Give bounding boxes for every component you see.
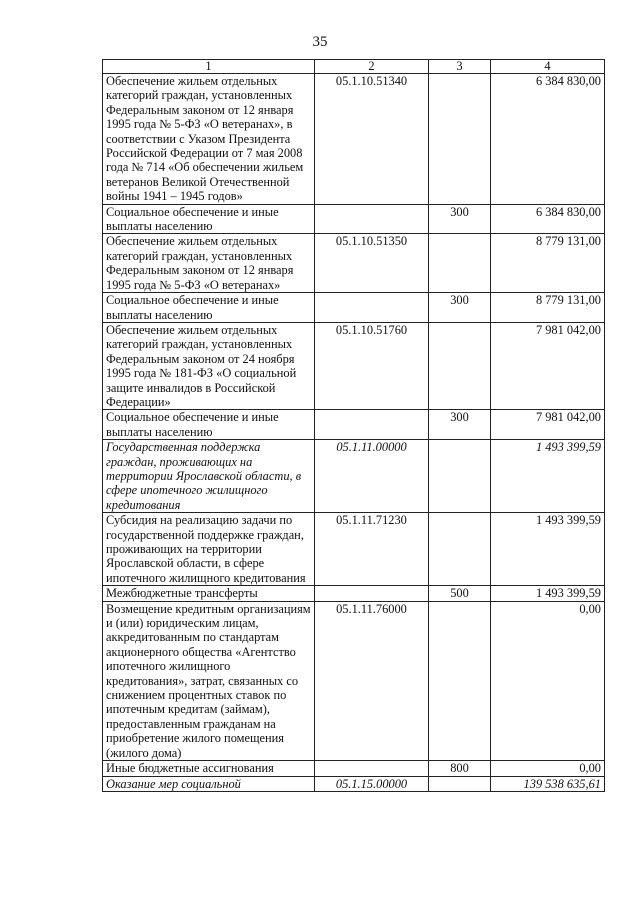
- expense-type-cell: 300: [429, 410, 491, 440]
- row-name-cell: Обеспечение жильем отдельных категорий граждан, установленных Федеральным законом от 12 января 1995 года № 5-ФЗ «О ветеранах»: [103, 234, 315, 293]
- expense-type-cell: [429, 601, 491, 760]
- column-header: 2: [315, 60, 429, 74]
- table-row: [103, 293, 605, 323]
- table-row: [103, 322, 605, 409]
- table-row: [103, 204, 605, 234]
- expense-type-cell: [429, 440, 491, 513]
- expense-type-cell: 800: [429, 761, 491, 776]
- table-row: [103, 234, 605, 293]
- target-article-code-cell: [315, 410, 429, 440]
- target-article-code-cell: [315, 204, 429, 234]
- row-name-cell: Оказание мер социальной: [103, 776, 315, 791]
- column-number-row: [103, 60, 605, 74]
- expense-type-cell: [429, 513, 491, 586]
- target-article-code-cell: [315, 293, 429, 323]
- column-header: 3: [429, 60, 491, 74]
- expense-type-cell: [429, 74, 491, 205]
- target-article-code-cell: 05.1.15.00000: [315, 776, 429, 791]
- amount-cell: 8 779 131,00: [491, 234, 605, 293]
- expense-type-cell: 500: [429, 586, 491, 601]
- row-name-cell: Иные бюджетные ассигнования: [103, 761, 315, 776]
- table-row: [103, 776, 605, 791]
- table-row: [103, 440, 605, 513]
- target-article-code-cell: 05.1.11.00000: [315, 440, 429, 513]
- target-article-code-cell: 05.1.11.71230: [315, 513, 429, 586]
- row-name-cell: Обеспечение жильем отдельных категорий граждан, установленных Федеральным законом от 24 ноября 1995 года № 181-ФЗ «О социальной защите инвалидов в Российской Федерации»: [103, 322, 315, 409]
- target-article-code-cell: [315, 586, 429, 601]
- amount-cell: 6 384 830,00: [491, 204, 605, 234]
- amount-cell: 1 493 399,59: [491, 513, 605, 586]
- column-header: 4: [491, 60, 605, 74]
- expense-type-cell: [429, 234, 491, 293]
- row-name-cell: Социальное обеспечение и иные выплаты населению: [103, 410, 315, 440]
- amount-cell: 1 493 399,59: [491, 440, 605, 513]
- row-name-cell: Возмещение кредитным организациям и (или) юридическим лицам, аккредитованным по стандартам акционерного общества «Агентство ипотечного жилищного кредитования», затрат, связанных со снижением процентных ставок по ипотечным кредитам (займам), предоставленным гражданам на приобретение жилого помещения (жилого дома): [103, 601, 315, 760]
- amount-cell: 1 493 399,59: [491, 586, 605, 601]
- amount-cell: 139 538 635,61: [491, 776, 605, 791]
- table-row: [103, 513, 605, 586]
- budget-table: [102, 59, 605, 792]
- expense-type-cell: 300: [429, 293, 491, 323]
- table-row: [103, 74, 605, 205]
- expense-type-cell: 300: [429, 204, 491, 234]
- amount-cell: 6 384 830,00: [491, 74, 605, 205]
- expense-type-cell: [429, 322, 491, 409]
- amount-cell: 0,00: [491, 761, 605, 776]
- target-article-code-cell: 05.1.10.51350: [315, 234, 429, 293]
- amount-cell: 0,00: [491, 601, 605, 760]
- row-name-cell: Межбюджетные трансферты: [103, 586, 315, 601]
- table-row: [103, 761, 605, 776]
- row-name-cell: Субсидия на реализацию задачи по государственной поддержке граждан, проживающих на территории Ярославской области, в сфере ипотечного жилищного кредитования: [103, 513, 315, 586]
- row-name-cell: Обеспечение жильем отдельных категорий граждан, установленных Федеральным законом от 12 января 1995 года № 5-ФЗ «О ветеранах», в соответствии с Указом Президента Российской Федерации от 7 мая 2008 года № 714 «Об обеспечении жильем ветеранов Великой Отечественной войны 1941 – 1945 годов»: [103, 74, 315, 205]
- amount-cell: 7 981 042,00: [491, 322, 605, 409]
- page-number: 35: [312, 34, 328, 50]
- expense-type-cell: [429, 776, 491, 791]
- amount-cell: 8 779 131,00: [491, 293, 605, 323]
- table-row: [103, 586, 605, 601]
- table-row: [103, 601, 605, 760]
- row-name-cell: Государственная поддержка граждан, проживающих на территории Ярославской области, в сфере ипотечного жилищного кредитования: [103, 440, 315, 513]
- row-name-cell: Социальное обеспечение и иные выплаты населению: [103, 293, 315, 323]
- column-header: 1: [103, 60, 315, 74]
- amount-cell: 7 981 042,00: [491, 410, 605, 440]
- target-article-code-cell: 05.1.11.76000: [315, 601, 429, 760]
- row-name-cell: Социальное обеспечение и иные выплаты населению: [103, 204, 315, 234]
- table-row: [103, 410, 605, 440]
- target-article-code-cell: 05.1.10.51760: [315, 322, 429, 409]
- target-article-code-cell: [315, 761, 429, 776]
- target-article-code-cell: 05.1.10.51340: [315, 74, 429, 205]
